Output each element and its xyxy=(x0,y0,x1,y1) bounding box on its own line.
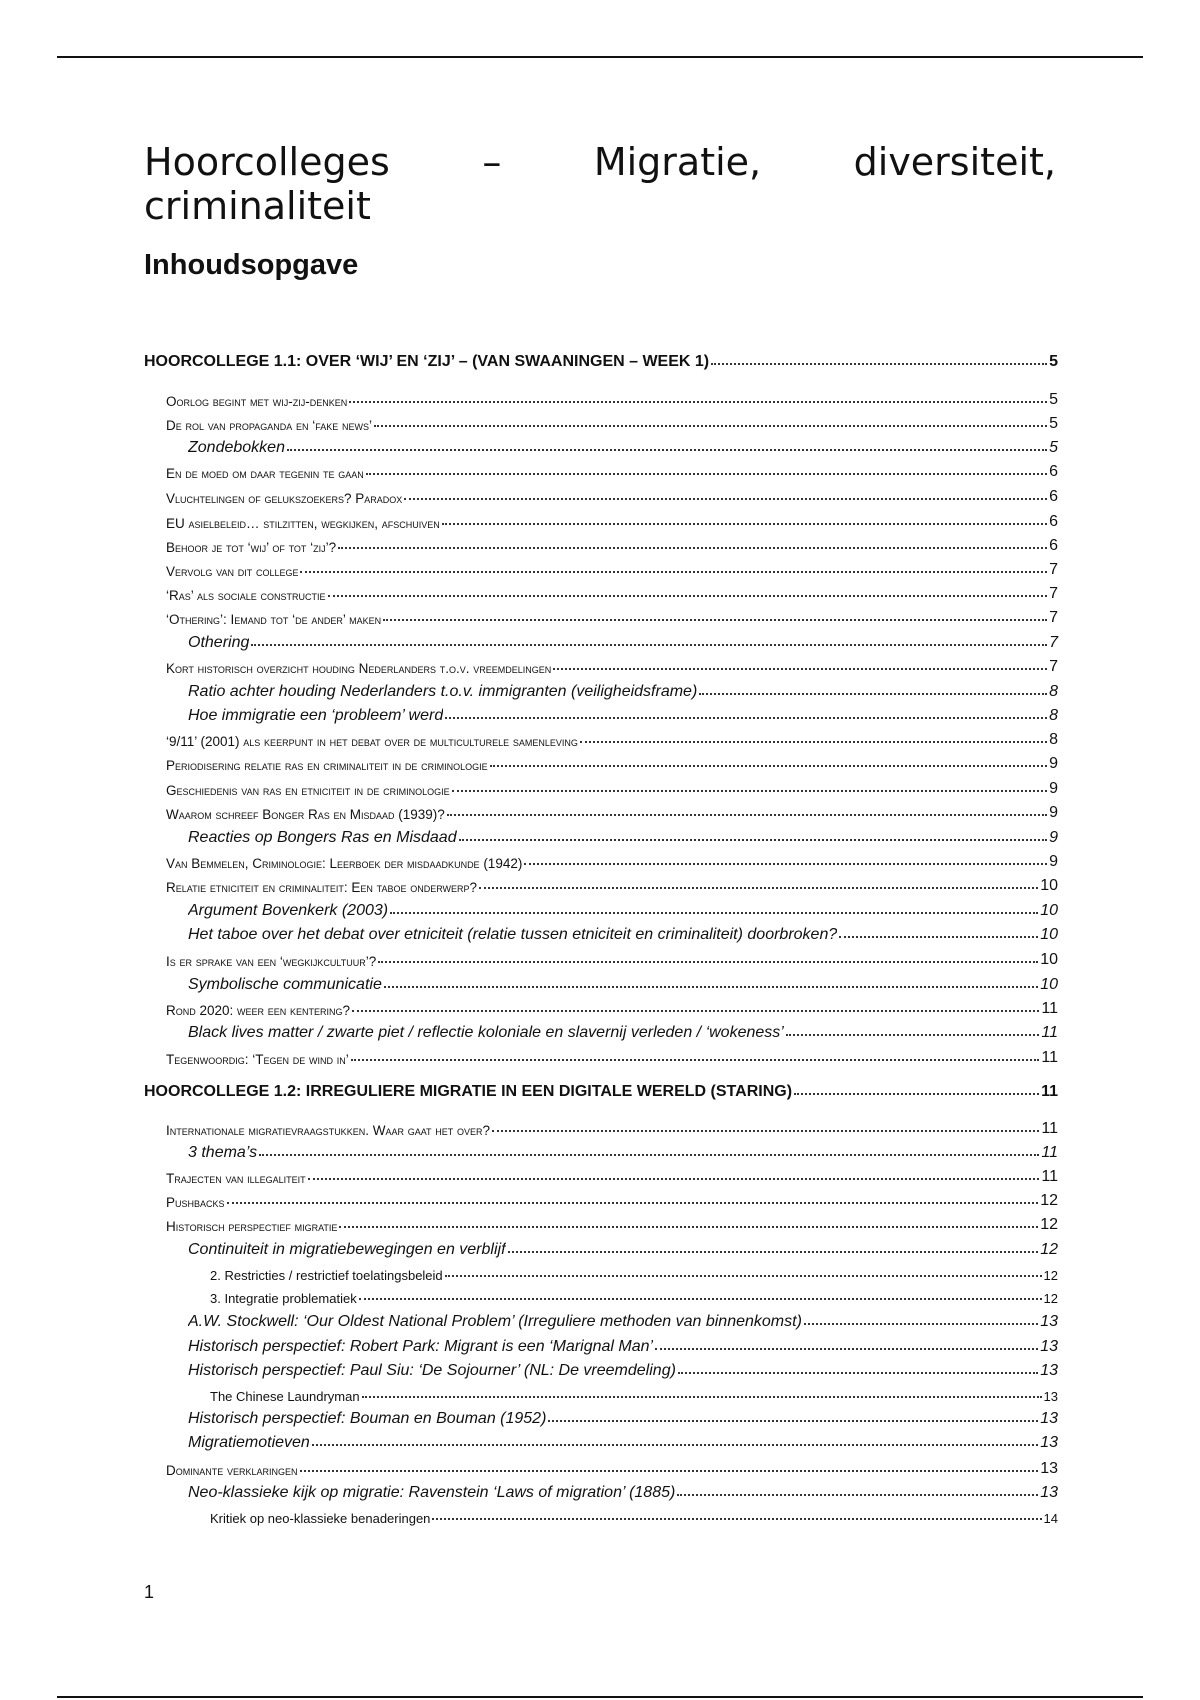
toc-entry-title: 2. Restricties / restrictief toelatingsbeleid xyxy=(210,1268,443,1283)
footer-rule xyxy=(57,1696,1143,1698)
toc-entry-page: 7 xyxy=(1049,561,1058,578)
toc-entry[interactable] xyxy=(144,603,1058,627)
toc-leader-dots xyxy=(287,449,1047,451)
toc-entry[interactable] xyxy=(144,701,1058,725)
toc-entry-title: Is er sprake van een ‘wegkijkcultuur’? xyxy=(166,954,377,969)
toc-leader-dots xyxy=(300,571,1047,573)
toc-entry-page: 12 xyxy=(1043,1291,1058,1306)
toc-entry-page: 12 xyxy=(1043,1268,1058,1283)
toc-leader-dots xyxy=(548,1420,1038,1422)
toc-entry-page: 6 xyxy=(1049,513,1058,530)
toc-entry-title: HOORCOLLEGE 1.2: IRREGULIERE MIGRATIE IN EEN DIGITALE WERELD (STARING) xyxy=(144,1083,793,1100)
toc-entry-page: 13 xyxy=(1040,1434,1058,1451)
toc-leader-dots xyxy=(359,1298,1042,1300)
toc-entry[interactable] xyxy=(144,749,1058,773)
toc-entry-title: ‘Othering’: Iemand tot ‘de ander’ maken xyxy=(166,612,382,627)
toc-entry-page: 10 xyxy=(1040,902,1058,919)
toc-entry-page: 12 xyxy=(1040,1192,1058,1209)
toc-leader-dots xyxy=(378,961,1038,963)
toc-heading: Inhoudsopgave xyxy=(144,249,359,281)
toc-entry-title: HOORCOLLEGE 1.1: OVER ‘WIJ’ EN ‘ZIJ’ – (VAN SWAANINGEN – WEEK 1) xyxy=(144,353,710,370)
toc-entry[interactable] xyxy=(144,1307,1058,1331)
toc-leader-dots xyxy=(459,839,1048,841)
toc-entry-title: Geschiedenis van ras en etniciteit in de criminologie xyxy=(166,783,450,798)
toc-entry-page: 9 xyxy=(1049,829,1058,846)
toc-entry[interactable] xyxy=(144,1380,1058,1404)
toc-leader-dots xyxy=(699,693,1047,695)
toc-entry-title: EU asielbeleid… stilzitten, wegkijken, afschuiven xyxy=(166,516,440,531)
toc-entry[interactable] xyxy=(144,1332,1058,1356)
toc-leader-dots xyxy=(390,912,1038,914)
toc-entry-page: 14 xyxy=(1043,1511,1058,1526)
toc-entry[interactable] xyxy=(144,994,1058,1018)
toc-entry-title: Reacties op Bongers Ras en Misdaad xyxy=(188,829,457,846)
toc-entry-page: 11 xyxy=(1041,1144,1058,1161)
toc-entry-title: Migratiemotieven xyxy=(188,1434,310,1451)
toc-entry-page: 13 xyxy=(1043,1389,1058,1404)
toc-entry-page: 10 xyxy=(1040,926,1058,943)
toc-entry[interactable] xyxy=(144,385,1058,409)
toc-entry[interactable] xyxy=(144,1404,1058,1428)
toc-entry-page: 11 xyxy=(1041,1024,1058,1041)
toc-entry-page: 11 xyxy=(1041,1168,1058,1185)
toc-entry-title: Periodisering relatie ras en criminaliteit in de criminologie xyxy=(166,758,488,773)
toc-entry-title: Pushbacks xyxy=(166,1195,225,1210)
toc-leader-dots xyxy=(839,936,1038,938)
toc-entry[interactable] xyxy=(144,823,1058,847)
toc-entry-title: Internationale migratievraagstukken. Waar gaat het over? xyxy=(166,1123,491,1138)
toc-entry-title: Relatie etniciteit en criminaliteit: Een taboe onderwerp? xyxy=(166,880,478,895)
toc-entry-page: 6 xyxy=(1049,488,1058,505)
toc-entry-page: 12 xyxy=(1040,1241,1058,1258)
toc-leader-dots xyxy=(677,1494,1038,1496)
toc-entry-title: Othering xyxy=(188,634,250,651)
toc-entry-title: Vervolg van dit college xyxy=(166,564,299,579)
toc-entry-page: 13 xyxy=(1040,1338,1058,1355)
title-word: Hoorcolleges xyxy=(144,140,390,184)
toc-leader-dots xyxy=(300,1470,1039,1472)
toc-entry-title: Ratio achter houding Nederlanders t.o.v. immigranten (veiligheidsframe) xyxy=(188,683,698,700)
toc-leader-dots xyxy=(339,1226,1038,1228)
toc-entry-title: En de moed om daar tegenin te gaan xyxy=(166,466,364,481)
toc-leader-dots xyxy=(524,863,1047,865)
toc-entry-page: 10 xyxy=(1040,951,1058,968)
toc-entry-title: Historisch perspectief: Paul Siu: ‘De Sojourner’ (NL: De vreemdeling) xyxy=(188,1362,676,1379)
toc-leader-dots xyxy=(655,1348,1038,1350)
toc-entry-page: 7 xyxy=(1049,634,1058,651)
toc-entry-title: Van Bemmelen, Criminologie: Leerboek der misdaadkunde (1942) xyxy=(166,856,523,871)
toc-entry-page: 9 xyxy=(1049,853,1058,870)
toc-entry[interactable] xyxy=(144,1018,1058,1042)
toc-entry-title: 3 thema’s xyxy=(188,1144,258,1161)
toc-entry[interactable] xyxy=(144,677,1058,701)
toc-entry-page: 13 xyxy=(1040,1313,1058,1330)
toc-leader-dots xyxy=(794,1093,1039,1095)
toc-entry-title: Rond 2020: weer een kentering? xyxy=(166,1003,351,1018)
toc-leader-dots xyxy=(580,741,1047,743)
title-word: Migratie, xyxy=(593,140,762,184)
toc-entry-page: 10 xyxy=(1040,877,1058,894)
toc-leader-dots xyxy=(492,1130,1039,1132)
toc-leader-dots xyxy=(404,498,1047,500)
toc-leader-dots xyxy=(786,1034,1040,1036)
toc-entry[interactable] xyxy=(144,1502,1058,1526)
toc-entry-page: 6 xyxy=(1049,463,1058,480)
toc-entry[interactable] xyxy=(144,1162,1058,1186)
toc-entry-title: Trajecten van illegaliteit xyxy=(166,1171,306,1186)
toc-leader-dots xyxy=(445,717,1047,719)
toc-leader-dots xyxy=(338,547,1047,549)
toc-entry[interactable] xyxy=(144,871,1058,895)
document-title xyxy=(144,140,1056,228)
toc-entry[interactable] xyxy=(144,970,1058,994)
toc-entry-title: De rol van propaganda en ‘fake news’ xyxy=(166,418,372,433)
toc-entry-page: 7 xyxy=(1049,585,1058,602)
toc-entry-title: 3. Integratie problematiek xyxy=(210,1291,357,1306)
toc-leader-dots xyxy=(259,1154,1039,1156)
toc-entry-page: 9 xyxy=(1049,755,1058,772)
toc-entry-page: 11 xyxy=(1041,1083,1058,1100)
toc-entry-page: 12 xyxy=(1040,1216,1058,1233)
toc-entry-title: Tegenwoordig: ‘Tegen de wind in’ xyxy=(166,1052,349,1067)
toc-entry-page: 13 xyxy=(1040,1484,1058,1501)
toc-entry-title: ‘9/11’ (2001) als keerpunt in het debat over de multiculturele samenleving xyxy=(166,734,578,749)
toc-leader-dots xyxy=(452,790,1047,792)
title-word: criminaliteit xyxy=(144,184,371,228)
toc-entry-page: 8 xyxy=(1049,707,1058,724)
toc-entry[interactable] xyxy=(144,725,1058,749)
toc-entry[interactable] xyxy=(144,652,1058,676)
toc-leader-dots xyxy=(553,668,1047,670)
toc-leader-dots xyxy=(383,619,1047,621)
toc-entry[interactable] xyxy=(144,1454,1058,1478)
toc-leader-dots xyxy=(362,1396,1042,1398)
toc-entry-title: The Chinese Laundryman xyxy=(210,1389,360,1404)
toc-entry[interactable] xyxy=(144,531,1058,555)
toc-entry-page: 11 xyxy=(1041,1000,1058,1017)
toc-leader-dots xyxy=(328,595,1048,597)
toc-entry[interactable] xyxy=(144,409,1058,433)
toc-leader-dots xyxy=(479,887,1038,889)
toc-entry[interactable] xyxy=(144,1428,1058,1452)
toc-leader-dots xyxy=(447,814,1047,816)
toc-entry-title: Neo-klassieke kijk op migratie: Ravenstein ‘Laws of migration’ (1885) xyxy=(188,1484,676,1501)
toc-entry-page: 13 xyxy=(1040,1460,1058,1477)
toc-entry-title: Continuiteit in migratiebewegingen en verblijf xyxy=(188,1241,506,1258)
toc-entry-page: 11 xyxy=(1041,1049,1058,1066)
toc-entry-title: Symbolische communicatie xyxy=(188,976,382,993)
toc-entry[interactable] xyxy=(144,1235,1058,1259)
toc-entry-title: Kort historisch overzicht houding Nederlanders t.o.v. vreemdelingen xyxy=(166,661,552,676)
toc-entry[interactable] xyxy=(144,774,1058,798)
toc-entry-title: Hoe immigratie een ‘probleem’ werd xyxy=(188,707,444,724)
toc-leader-dots xyxy=(490,765,1047,767)
toc-entry[interactable] xyxy=(144,1356,1058,1380)
toc-entry[interactable] xyxy=(144,1282,1058,1306)
toc-entry[interactable] xyxy=(144,847,1058,871)
toc-entry-title: Kritiek op neo-klassieke benaderingen xyxy=(210,1511,431,1526)
title-word: diversiteit, xyxy=(853,140,1056,184)
toc-leader-dots xyxy=(227,1202,1039,1204)
toc-entry[interactable] xyxy=(144,457,1058,481)
toc-entry[interactable] xyxy=(144,945,1058,969)
toc-entry-page: 11 xyxy=(1041,1120,1058,1137)
toc-leader-dots xyxy=(804,1323,1038,1325)
toc-entry[interactable] xyxy=(144,1210,1058,1234)
toc-entry-page: 6 xyxy=(1049,537,1058,554)
document-header xyxy=(144,140,1056,282)
toc-entry[interactable] xyxy=(144,1138,1058,1162)
toc-entry-title: Het taboe over het debat over etniciteit (relatie tussen etniciteit en criminaliteit) doorbroken? xyxy=(188,926,838,943)
toc-leader-dots xyxy=(352,1010,1039,1012)
toc-entry[interactable] xyxy=(144,1186,1058,1210)
toc-leader-dots xyxy=(508,1251,1039,1253)
toc-entry-page: 8 xyxy=(1049,683,1058,700)
toc-entry-title: Argument Bovenkerk (2003) xyxy=(188,902,389,919)
toc-leader-dots xyxy=(678,1372,1038,1374)
toc-leader-dots xyxy=(445,1275,1042,1277)
toc-entry-title: Historisch perspectief: Robert Park: Migrant is een ‘Marignal Man’ xyxy=(188,1338,654,1355)
toc-entry[interactable] xyxy=(144,1077,1058,1101)
toc-entry-title: Dominante verklaringen xyxy=(166,1463,298,1478)
toc-entry-title: Historisch perspectief migratie xyxy=(166,1219,338,1234)
toc-entry[interactable] xyxy=(144,347,1058,371)
toc-leader-dots xyxy=(374,425,1047,427)
header-rule xyxy=(57,56,1143,58)
toc-entry[interactable] xyxy=(144,507,1058,531)
toc-entry-page: 5 xyxy=(1049,439,1058,456)
toc-leader-dots xyxy=(442,523,1047,525)
toc-entry[interactable] xyxy=(144,555,1058,579)
page-number: 1 xyxy=(144,1582,155,1602)
toc-entry[interactable] xyxy=(144,920,1058,944)
toc-entry-page: 5 xyxy=(1049,415,1058,432)
toc-entry[interactable] xyxy=(144,798,1058,822)
toc-leader-dots xyxy=(384,986,1038,988)
toc-entry[interactable] xyxy=(144,1114,1058,1138)
toc-leader-dots xyxy=(351,1059,1040,1061)
toc-entry-page: 7 xyxy=(1049,609,1058,626)
toc-entry[interactable] xyxy=(144,579,1058,603)
toc-entry[interactable] xyxy=(144,1259,1058,1283)
toc-entry-title: A.W. Stockwell: ‘Our Oldest National Problem’ (Irreguliere methoden van binnenkomst) xyxy=(188,1313,802,1330)
toc-entry-page: 9 xyxy=(1049,804,1058,821)
title-word: – xyxy=(482,140,502,184)
toc-entry-page: 8 xyxy=(1049,731,1058,748)
toc-entry-page: 5 xyxy=(1049,391,1058,408)
toc-entry[interactable] xyxy=(144,433,1058,457)
toc-entry-title: Zondebokken xyxy=(188,439,285,456)
toc-leader-dots xyxy=(349,401,1047,403)
toc-leader-dots xyxy=(432,1518,1041,1520)
toc-leader-dots xyxy=(308,1178,1040,1180)
toc-entry-title: ‘Ras’ als sociale constructie xyxy=(166,588,326,603)
toc-entry-title: Historisch perspectief: Bouman en Bouman (1952) xyxy=(188,1410,547,1427)
toc-entry[interactable] xyxy=(144,628,1058,652)
toc-entry-page: 13 xyxy=(1040,1362,1058,1379)
toc-entry-page: 9 xyxy=(1049,780,1058,797)
toc-entry[interactable] xyxy=(144,1043,1058,1067)
toc-leader-dots xyxy=(251,644,1047,646)
toc-entry-title: Vluchtelingen of gelukszoekers? Paradox xyxy=(166,491,403,506)
toc-entry-page: 13 xyxy=(1040,1410,1058,1427)
toc-entry-page: 7 xyxy=(1049,658,1058,675)
toc-entry[interactable] xyxy=(144,1478,1058,1502)
toc-leader-dots xyxy=(711,363,1047,365)
toc-entry-title: Waarom schreef Bonger Ras en Misdaad (1939)? xyxy=(166,807,445,822)
toc-leader-dots xyxy=(366,473,1047,475)
toc-entry-title: Behoor je tot ‘wij’ of tot ‘zij’? xyxy=(166,540,337,555)
toc-leader-dots xyxy=(312,1444,1038,1446)
toc-entry-title: Black lives matter / zwarte piet / reflectie koloniale en slavernij verleden / ‘wokeness’ xyxy=(188,1024,784,1041)
toc-entry-page: 5 xyxy=(1049,353,1058,370)
toc-entry-page: 10 xyxy=(1040,976,1058,993)
toc-entry[interactable] xyxy=(144,896,1058,920)
toc-entry-title: Oorlog begint met wij-zij-denken xyxy=(166,394,348,409)
toc-entry[interactable] xyxy=(144,482,1058,506)
